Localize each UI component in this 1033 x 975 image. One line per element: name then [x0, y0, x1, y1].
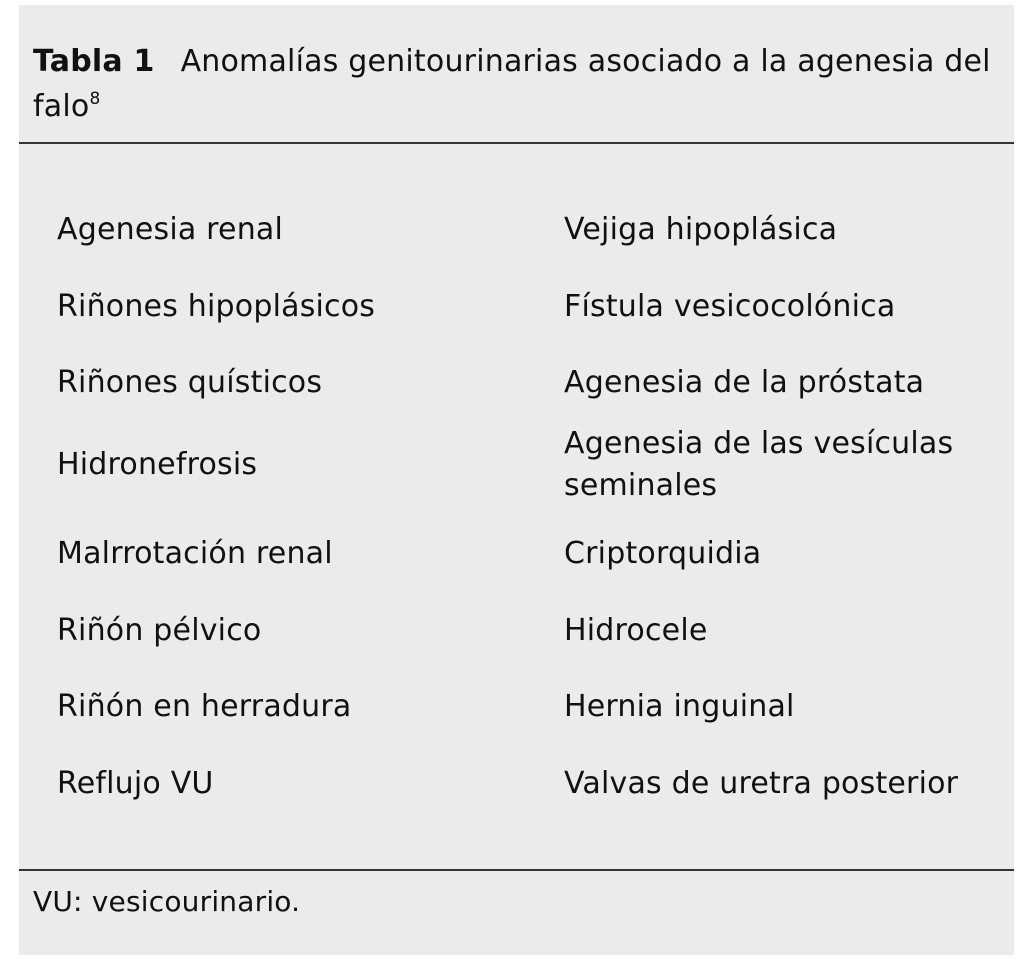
table-row: [19, 205, 1014, 255]
table-cell-right: Hidrocele: [564, 613, 708, 648]
table-cell-right: Hernia inguinal: [564, 689, 795, 724]
table-row: [19, 606, 1014, 656]
table-cell-right: Criptorquidia: [564, 536, 762, 571]
table-caption-label: Tabla 1: [33, 44, 155, 79]
top-rule: [19, 142, 1014, 144]
table-cell-left: Riñones quísticos: [57, 365, 323, 400]
table-row: [19, 420, 1014, 510]
table-card: [19, 5, 1014, 955]
table-cell-right: Agenesia de la próstata: [564, 365, 925, 400]
table-cell-right: Vejiga hipoplásica: [564, 212, 838, 247]
table-cell-left: Riñones hipoplásicos: [57, 289, 376, 324]
table-cell-right: Agenesia de las vesículas seminales: [564, 426, 954, 503]
table-cell-left: Reflujo VU: [57, 766, 214, 801]
table-cell-left: Riñón en herradura: [57, 689, 352, 724]
table-cell-left: Hidronefrosis: [57, 447, 258, 482]
table-row: [19, 759, 1014, 809]
bottom-rule: [19, 869, 1014, 871]
table-cell-left: Malrrotación renal: [57, 536, 333, 571]
table-cell-right: Valvas de uretra posterior: [564, 766, 959, 801]
table-row: [19, 529, 1014, 579]
table-row: [19, 358, 1014, 408]
table-caption-text: Anomalías genitourinarias asociado a la agenesia del falo: [33, 44, 991, 124]
table-row: [19, 282, 1014, 332]
table-footnote: VU: vesicourinario.: [33, 885, 301, 918]
table-cell-left: Riñón pélvico: [57, 613, 262, 648]
table-caption: [33, 39, 1008, 129]
table-row: [19, 682, 1014, 732]
table-caption-reference: 8: [89, 89, 101, 109]
table-cell-right: Fístula vesicocolónica: [564, 289, 896, 324]
table-cell-left: Agenesia renal: [57, 212, 284, 247]
